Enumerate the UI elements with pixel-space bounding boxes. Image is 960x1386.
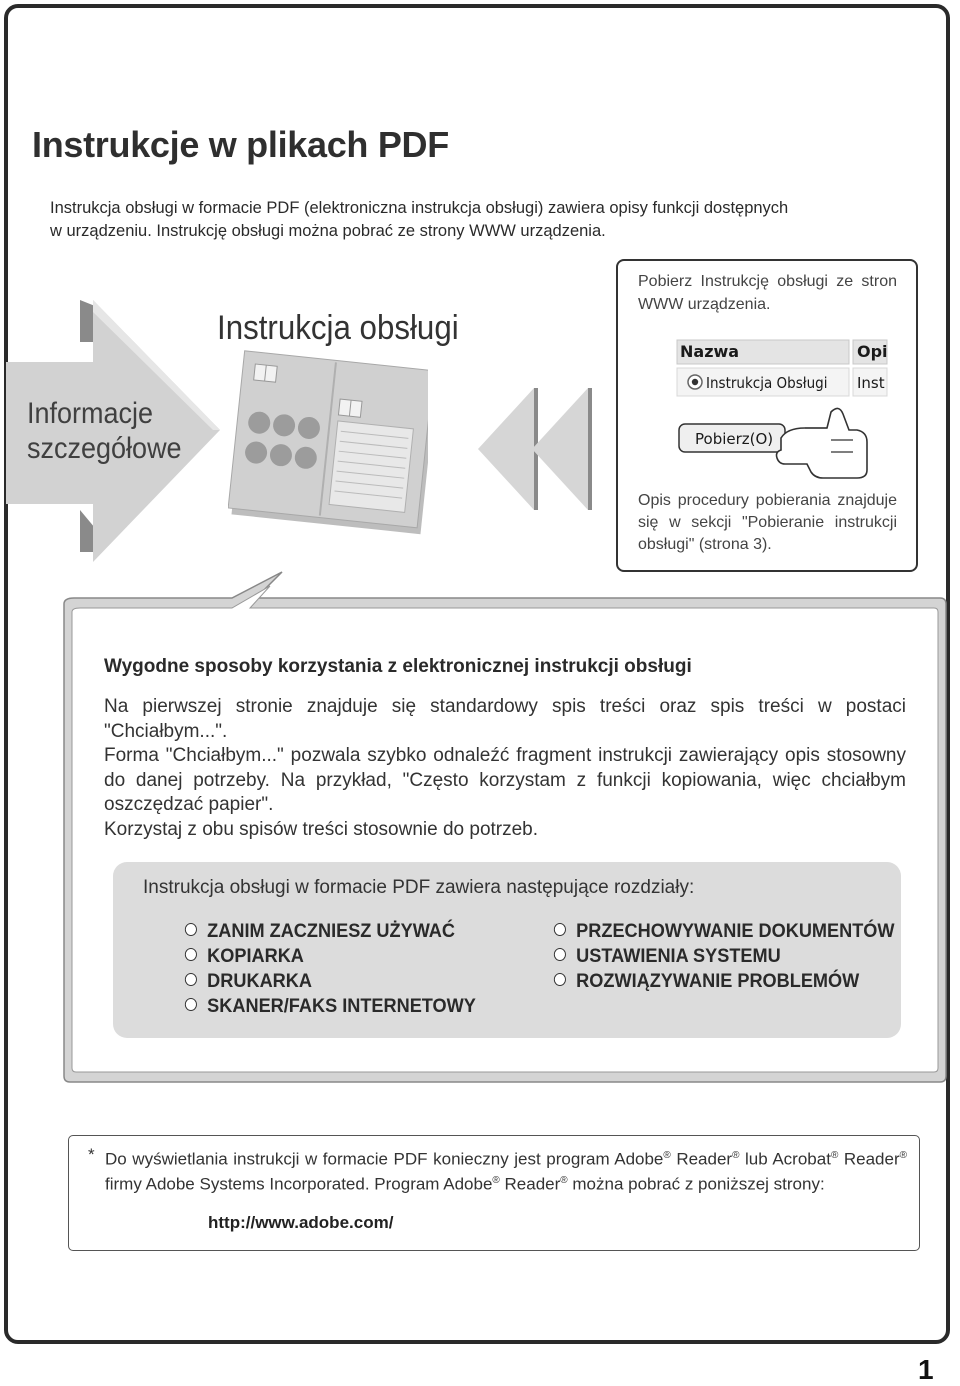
screenshot-desc-value: Inst <box>857 374 885 392</box>
screenshot-download-button[interactable]: Pobierz(O) <box>695 430 774 448</box>
convenience-title: Wygodne sposoby korzystania z elektronicznej instrukcji obsługi <box>104 656 692 677</box>
intro-text <box>50 197 870 243</box>
bullet-circle-icon <box>185 923 197 936</box>
bullet-circle-icon <box>554 973 566 986</box>
intro-line-2: w urządzeniu. Instrukcję obsługi można pobrać ze strony WWW urządzenia. <box>50 222 606 240</box>
chapters-list-left <box>183 920 498 1020</box>
double-left-arrow-icon <box>474 384 594 514</box>
bullet-circle-icon <box>185 948 197 961</box>
screenshot-radio-label: Instrukcja Obsługi <box>706 374 828 392</box>
chapters-heading: Instrukcja obsługi w formacie PDF zawiera następujące rozdziały: <box>143 877 695 898</box>
bullet-circle-icon <box>185 973 197 986</box>
convenience-para-2: Forma "Chciałbym..." pozwala szybko odnaleźć fragment instrukcji zawierający opis stosowny do danej potrzeby. Na przykład, "Często korzystam z funkcji kopiowania, więc chciałbym oszczędzać papier". <box>104 745 906 815</box>
chapter-item: ROZWIĄZYWANIE PROBLEMÓW <box>552 970 895 995</box>
note-text: Do wyświetlania instrukcji w formacie PDF konieczny jest program Adobe® Reader® lub Acrobat® Reader® firmy Adobe Systems Incorporated. Program Adobe® Reader® można pobrać z poniższej strony: <box>105 1149 908 1194</box>
adobe-url-link[interactable]: http://www.adobe.com/ <box>208 1213 394 1232</box>
download-instruction: Pobierz Instrukcję obsługi ze stron WWW urządzenia. <box>638 273 897 313</box>
manual-document-icon <box>228 338 428 538</box>
chapter-item: DRUKARKA <box>183 970 476 995</box>
page-title: Instrukcje w plikach PDF <box>32 124 449 165</box>
bullet-circle-icon <box>554 948 566 961</box>
chapter-item: KOPIARKA <box>183 945 476 970</box>
screenshot-col-desc: Opi <box>857 342 888 361</box>
page-number: 1 <box>918 1354 934 1385</box>
bullet-circle-icon <box>185 998 197 1011</box>
convenience-body <box>104 695 906 842</box>
manual-title: Instrukcja obsługi <box>217 309 459 347</box>
screenshot-col-name: Nazwa <box>680 342 740 361</box>
info-label-line-2: szczegółowe <box>27 432 182 465</box>
convenience-para-1: Na pierwszej stronie znajduje się standardowy spis treści oraz spis treści w postaci "Chciałbym...". <box>104 696 906 742</box>
procedure-info: Opis procedury pobierania znajduje się w sekcji "Pobieranie instrukcji obsługi" (strona 3). <box>638 492 897 553</box>
intro-line-1: Instrukcja obsługi w formacie PDF (elektroniczna instrukcja obsługi) zawiera opisy funkcji dostępnych <box>50 199 789 217</box>
chapter-item: PRZECHOWYWANIE DOKUMENTÓW <box>552 920 895 945</box>
chapter-item: ZANIM ZACZNIESZ UŻYWAĆ <box>183 920 476 945</box>
note-asterisk: * <box>88 1145 95 1164</box>
bullet-circle-icon <box>554 923 566 936</box>
convenience-para-3: Korzystaj z obu spisów treści stosownie do potrzeb. <box>104 818 539 840</box>
info-label-line-1: Informacje <box>27 397 154 430</box>
chapter-item: SKANER/FAKS INTERNETOWY <box>183 995 476 1020</box>
chapter-item: USTAWIENIA SYSTEMU <box>552 945 895 970</box>
chapters-list-right <box>552 920 920 995</box>
info-label <box>27 396 182 466</box>
